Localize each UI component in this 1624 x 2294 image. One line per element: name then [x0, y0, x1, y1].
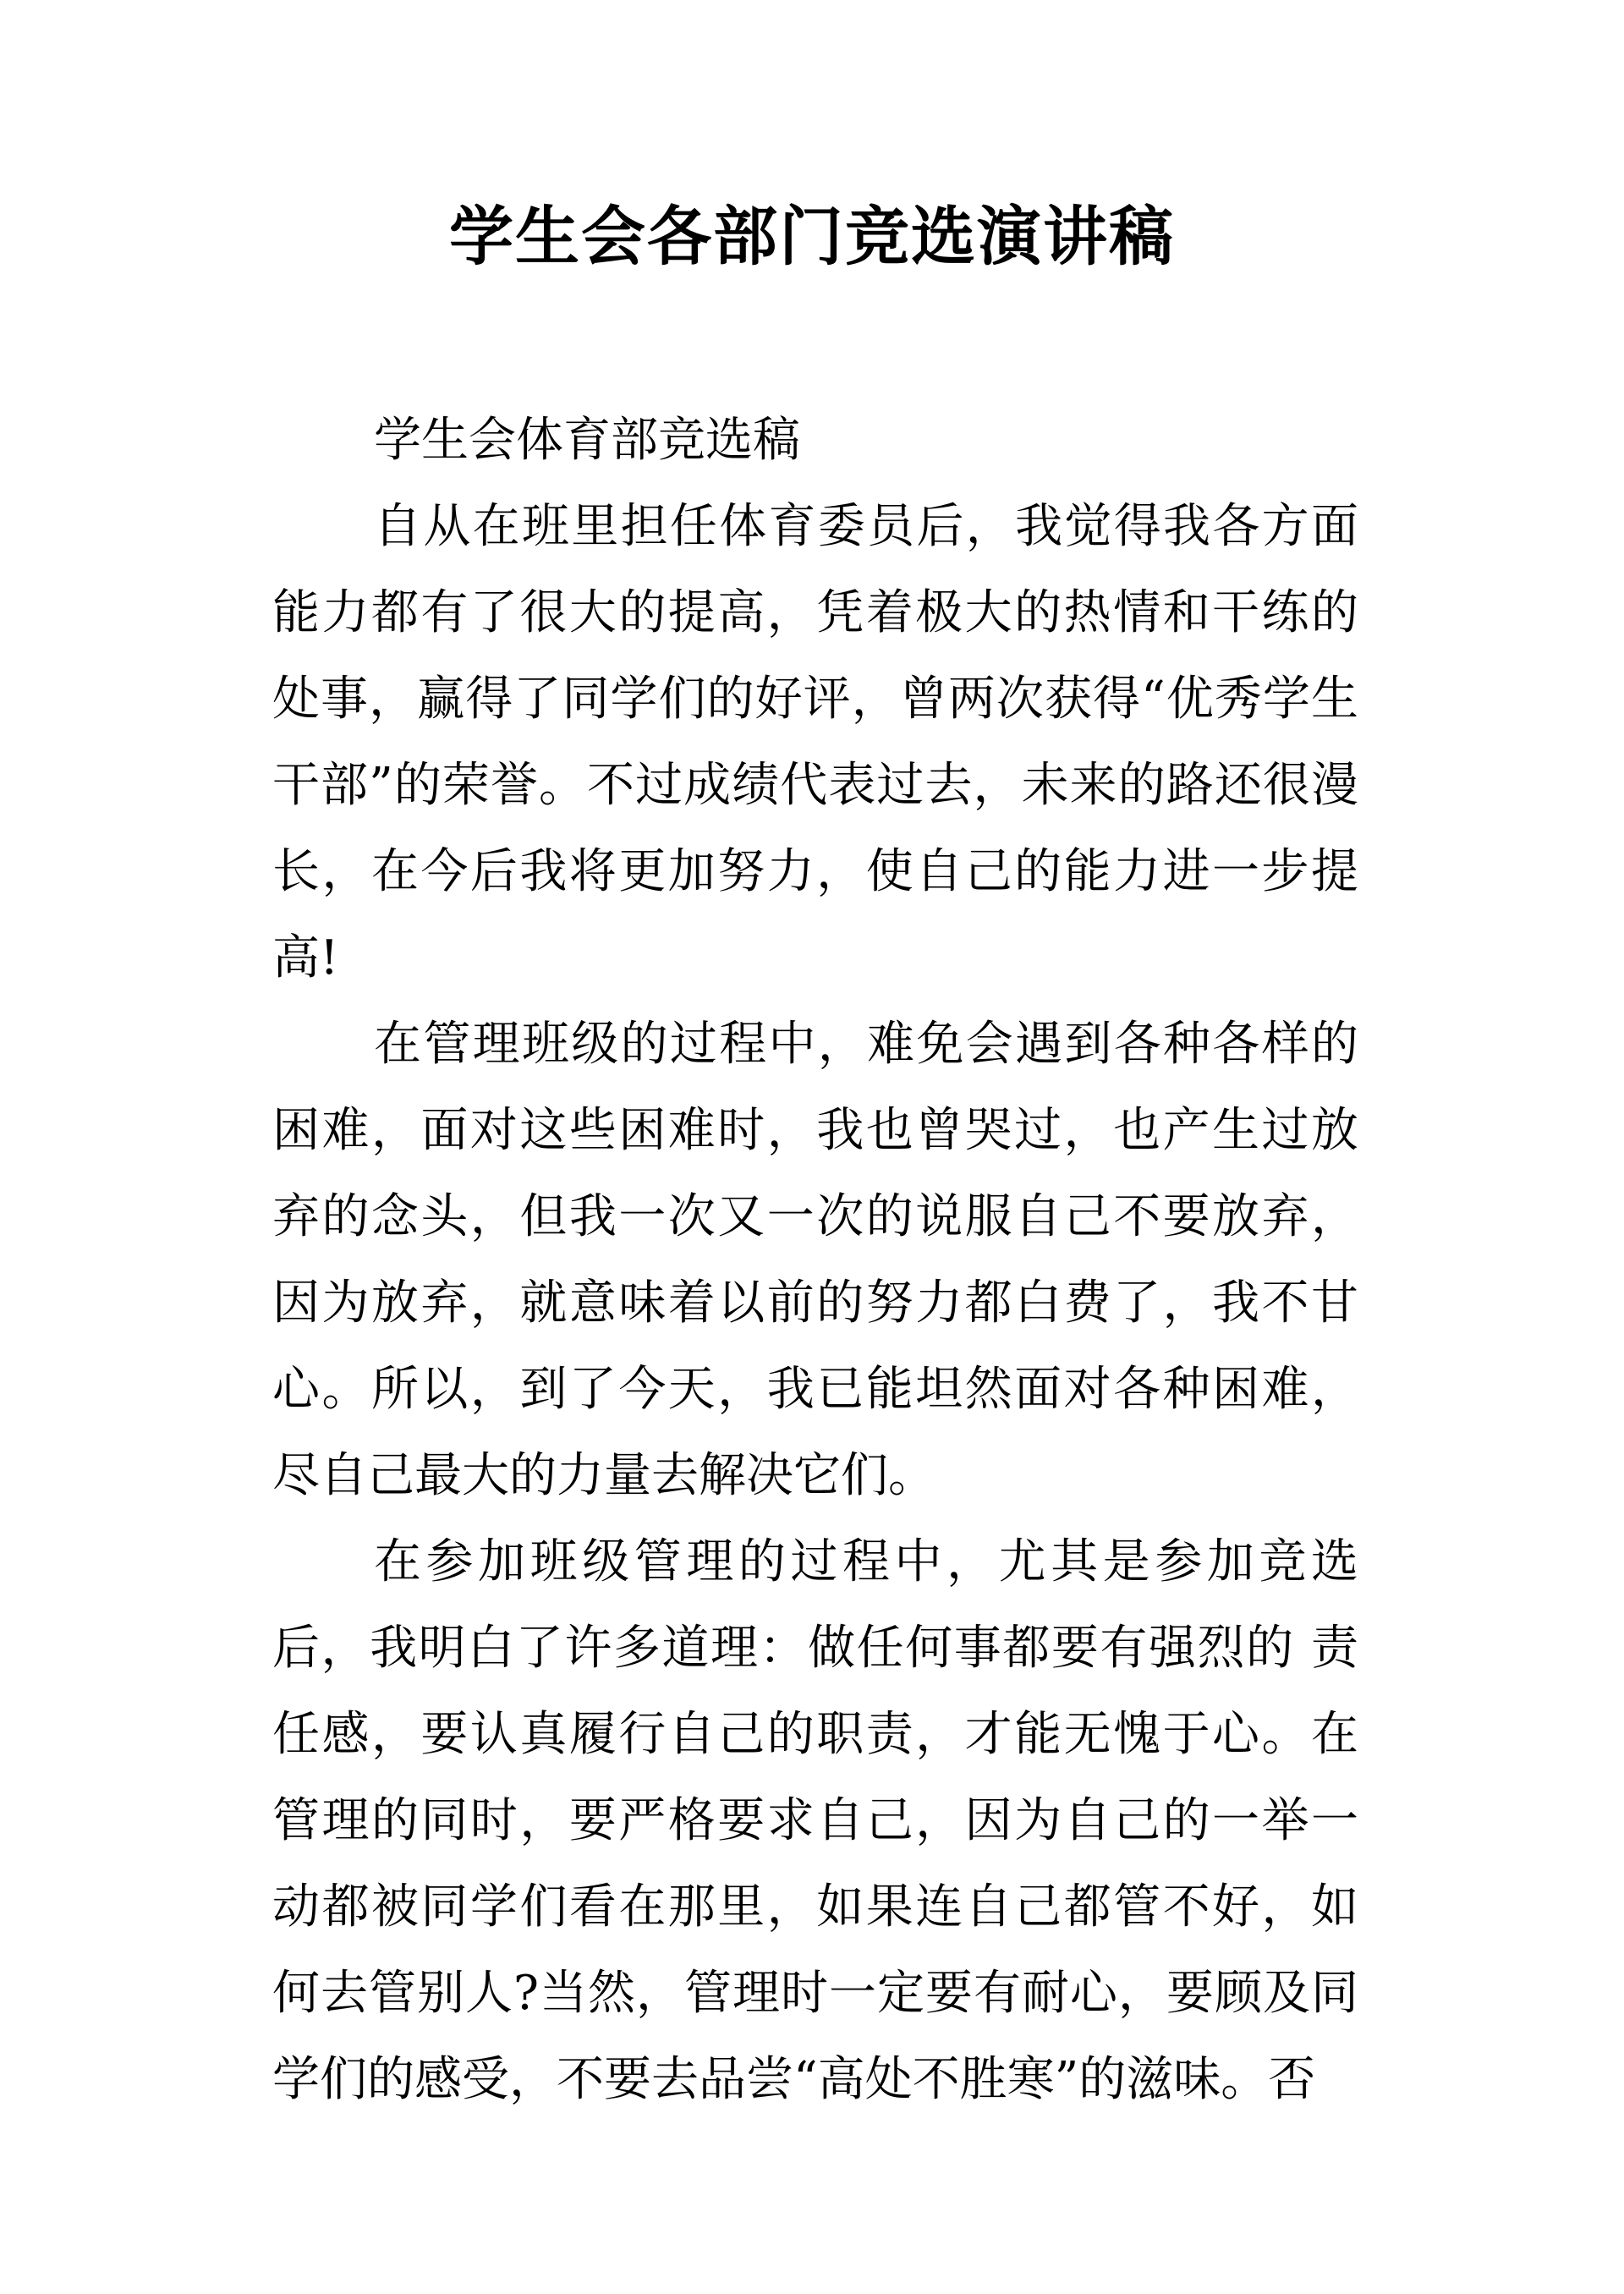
- paragraph-2: 在管理班级的过程中，难免会遇到各种各样的困难，面对这些困难时，我也曾哭过，也产生过放弃的念头，但我一次又一次的说服自己不要放弃，因为放弃，就意味着以前的努力都白费了，我不甘心。所以，到了今天，我已能坦然面对各种困难，尽自己最大的力量去解决它们。: [272, 1017, 1358, 1503]
- document-body: [272, 398, 1358, 2123]
- document-title: 学生会各部门竞选演讲稿: [449, 199, 1175, 274]
- section-heading: 学生会体育部竞选稿: [374, 413, 800, 468]
- paragraph-1: 自从在班里担任体育委员后，我觉得我各方面能力都有了很大的提高，凭着极大的热情和干练的处事，赢得了同学们的好评，曾两次获得“优秀学生干部”的荣誉。不过成绩代表过去，未来的路还很漫长，在今后我将更加努力，使自己的能力进一步提高!: [272, 499, 1358, 985]
- paragraph-3: 在参加班级管理的过程中，尤其是参加竞选后，我明白了许多道理：做任何事都要有强烈的 责任感，要认真履行自己的职责，才能无愧于心。在管理的同时，要严格要求自己，因为自己的一举一动都被同学们看在那里，如果连自己都管不好，如何去管别人?当然，管理时一定要有耐心，要顾及同学们的感受，不要去品尝“高处不胜寒”的滋味。否: [272, 1534, 1358, 2107]
